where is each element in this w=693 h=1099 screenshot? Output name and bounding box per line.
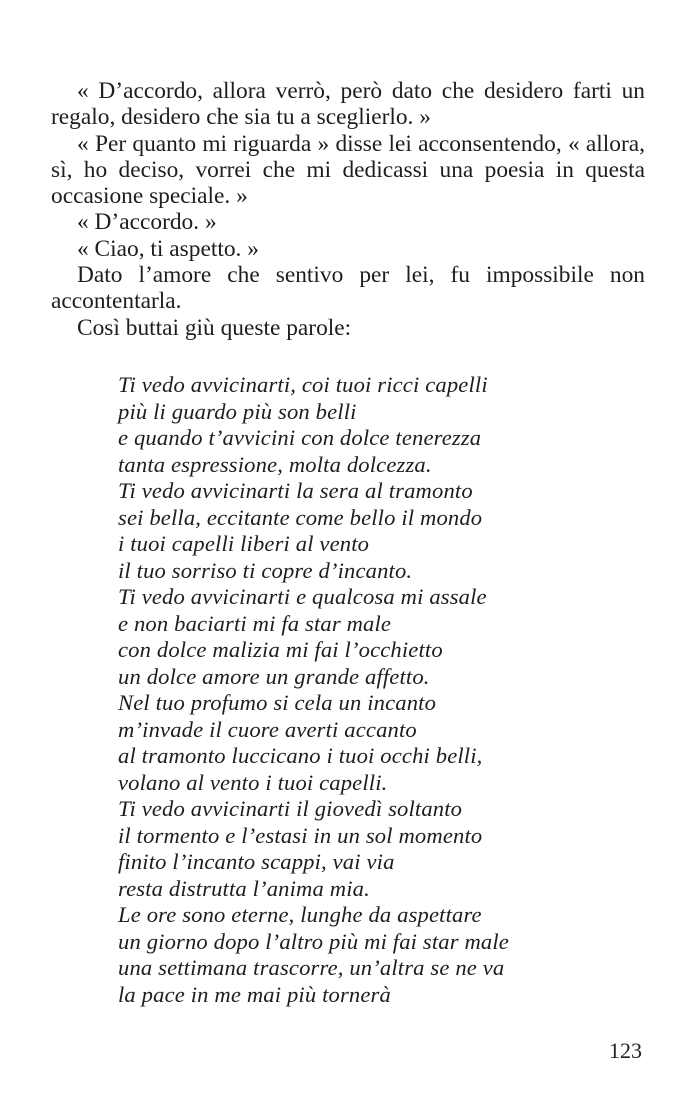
poem-line: sei bella, eccitante come bello il mondo [118,504,483,530]
poem-line: una settimana trascorre, un’altra se ne va [118,955,505,980]
paragraph: Dato l’amore che sentivo per lei, fu impossibile non accontentarla. [51,262,645,315]
poem-line: volano al vento i tuoi capelli. [118,769,388,795]
poem-line: con dolce malizia mi fai l’occhietto [118,637,443,662]
poem-line: m’invade il cuore averti accanto [118,716,417,742]
poem-line: e non baciarti mi fa star male [118,610,392,636]
poem-line: tanta espressione, molta dolcezza. [118,451,432,477]
poem-line: più li guardo più son belli [118,398,357,424]
poem-line: Ti vedo avvicinarti la sera al tramonto [118,478,473,503]
paragraph: « D’accordo, allora verrò, però dato che desidero farti un regalo, desidero che sia tu a sceglierlo. » [51,78,645,131]
page-number: 123 [609,1038,642,1063]
poem-line: un dolce amore un grande affetto. [118,663,430,689]
poem-block [118,372,509,1008]
poem-line: il tuo sorriso ti copre d’incanto. [118,557,413,583]
prose-block [51,78,645,341]
poem-line: Ti vedo avvicinarti, coi tuoi ricci capelli [118,372,488,397]
paragraph: « D’accordo. » [77,209,217,236]
poem-line: resta distrutta l’anima mia. [118,875,370,901]
paragraph: Così buttai giù queste parole: [77,314,352,341]
paragraph: « Per quanto mi riguarda » disse lei acconsentendo, « allora, sì, ho deciso, vorrei che mi dedicassi una poesia in questa occasione speciale. » [51,130,645,210]
poem-line: il tormento e l’estasi in un sol momento [118,822,483,848]
poem-line: e quando t’avvicini con dolce tenerezza [118,425,482,450]
poem-line: finito l’incanto scappi, vai via [118,849,395,874]
poem-line: Ti vedo avvicinarti il giovedì soltanto [118,796,463,821]
poem-line: un giorno dopo l’altro più mi fai star male [118,928,509,954]
poem-line: Nel tuo profumo si cela un incanto [118,690,437,715]
poem-line: Le ore sono eterne, lunghe da aspettare [118,902,482,927]
poem-line: al tramonto luccicano i tuoi occhi belli, [118,743,483,768]
poem-line: la pace in me mai più tornerà [118,981,391,1007]
paragraph: « Ciao, ti aspetto. » [77,235,259,262]
poem-line: Ti vedo avvicinarti e qualcosa mi assale [118,584,487,609]
poem-line: i tuoi capelli liberi al vento [118,531,370,556]
